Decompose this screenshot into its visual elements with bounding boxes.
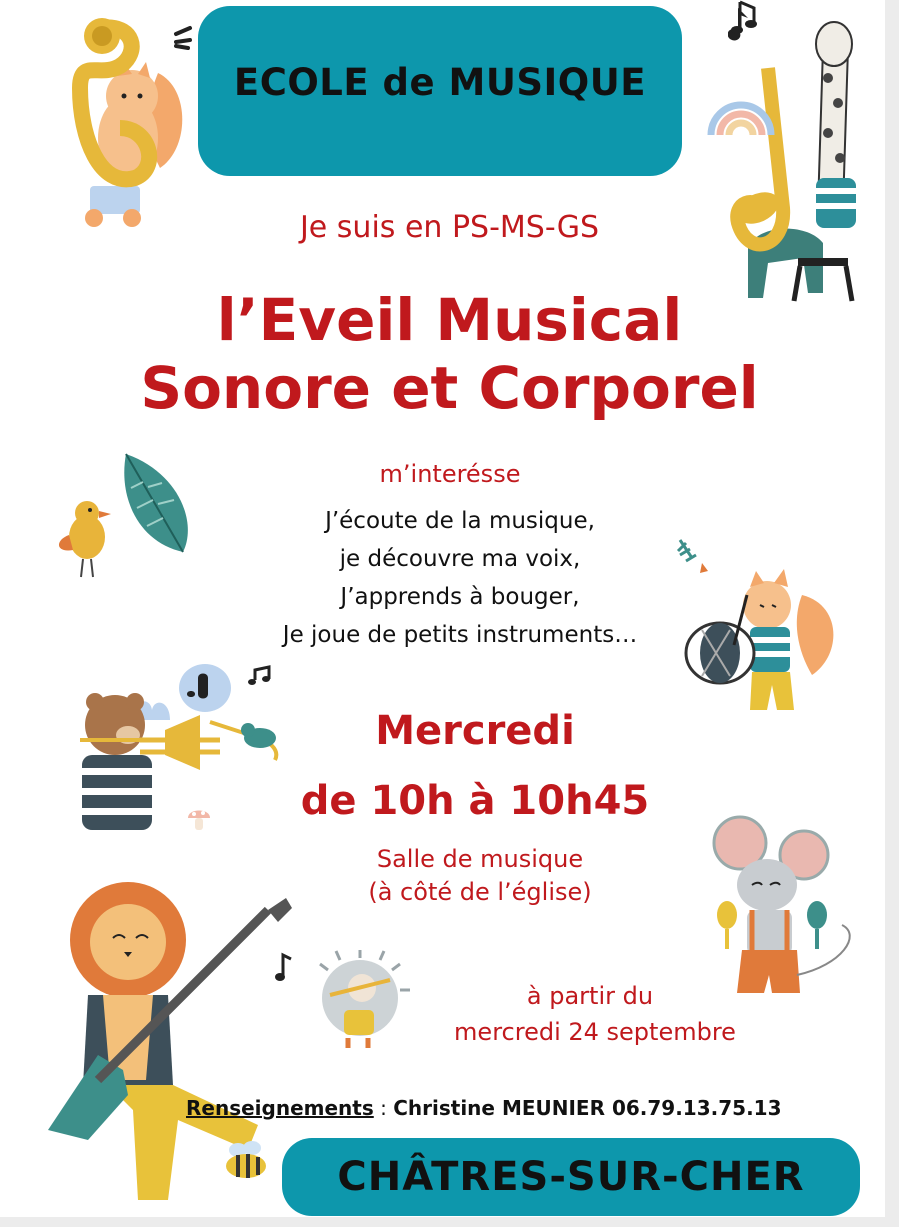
contact-separator: : — [373, 1096, 394, 1120]
fox-drum-icon — [672, 535, 842, 720]
activity-item: je découvre ma voix, — [339, 546, 581, 572]
schedule-day: Mercredi — [375, 708, 575, 754]
contact-info — [186, 1096, 782, 1120]
title-line-1: l’Eveil Musical — [216, 286, 683, 354]
activity-item: Je joue de petits instruments… — [282, 622, 638, 648]
location-line-2: (à côté de l’église) — [368, 878, 592, 906]
school-banner — [198, 6, 682, 176]
contact-value: Christine MEUNIER 06.79.13.75.13 — [393, 1096, 782, 1120]
schedule-hours: de 10h à 10h45 — [300, 778, 650, 824]
title-line-2: Sonore et Corporel — [140, 354, 759, 422]
start-line-2: mercredi 24 septembre — [454, 1018, 736, 1046]
town-banner — [282, 1138, 860, 1216]
page-edge-right — [885, 0, 899, 1227]
activity-item: J’apprends à bouger, — [340, 584, 580, 610]
interest-label: m’interésse — [379, 460, 521, 488]
bird-icon — [55, 495, 115, 580]
mouse-maracas-icon — [712, 815, 867, 1010]
contact-label: Renseignements — [186, 1096, 374, 1120]
squirrel-tuba-icon — [40, 18, 200, 228]
bee-icon — [220, 1140, 272, 1180]
age-group: Je suis en PS-MS-GS — [299, 210, 600, 245]
leaf-icon — [118, 452, 193, 557]
start-line-1: à partir du — [526, 982, 654, 1010]
activity-item: J’écoute de la musique, — [325, 508, 595, 534]
page-edge-bottom — [0, 1217, 899, 1227]
school-name: ECOLE de MUSIQUE — [233, 60, 647, 104]
location-line-1: Salle de musique — [376, 845, 584, 873]
music-note-icon — [730, 0, 760, 40]
rainbow-icon — [706, 70, 776, 140]
town-name: CHÂTRES-SUR-CHER — [337, 1154, 805, 1200]
giraffe-saxophone-icon — [728, 8, 868, 308]
